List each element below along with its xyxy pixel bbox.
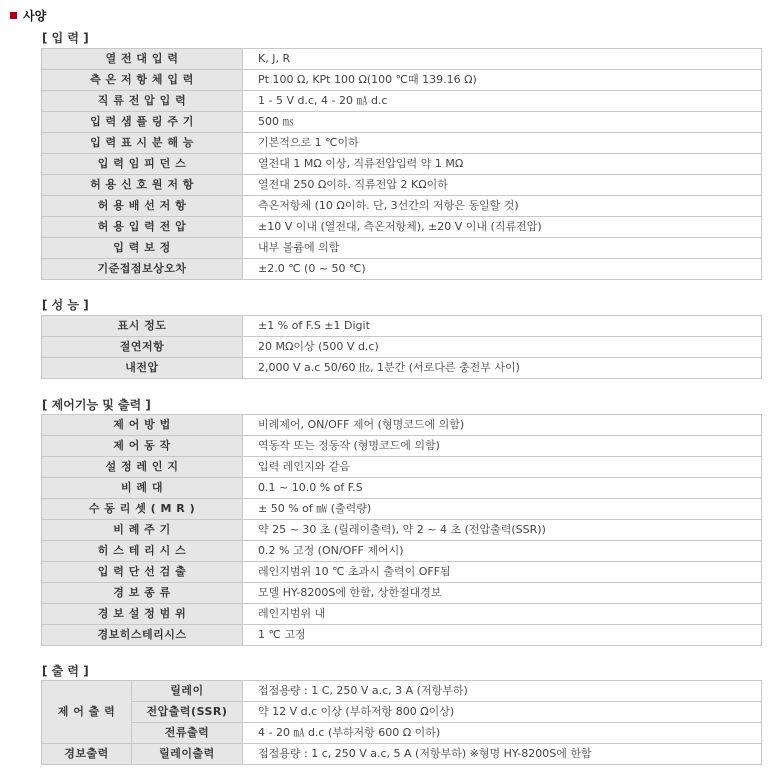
table-row [42,91,762,112]
performance-spec-table [41,315,762,379]
table-row [42,625,762,646]
control-spec-table [41,414,762,646]
row-label: 릴레이출력 [132,744,243,765]
table-row [42,217,762,238]
row-value: ±2.0 ℃ (0 ~ 50 ℃) [243,259,762,280]
row-value: 열전대 250 Ω이하. 직류전압 2 KΩ이하 [243,175,762,196]
output-spec-table [41,680,762,765]
row-label: 제 어 방 법 [42,415,243,436]
row-label: 경 보 종 류 [42,583,243,604]
row-value: 열전대 1 MΩ 이상, 직류전압입력 약 1 MΩ [243,154,762,175]
row-value: 내부 볼륨에 의함 [243,238,762,259]
alarm-output-label: 경보출력 [42,744,132,765]
bullet-icon [10,12,17,19]
page-title-text: 사양 [23,8,47,23]
row-value: ±10 V 이내 (열전대, 측온저항체), ±20 V 이내 (직류전압) [243,217,762,238]
table-row [42,358,762,379]
table-row [42,112,762,133]
table-row [42,541,762,562]
row-value: 1 ℃ 고정 [243,625,762,646]
table-row [42,238,762,259]
row-value: 비례제어, ON/OFF 제어 (형명코드에 의함) [243,415,762,436]
section-heading-output: [ 출 력 ] [42,664,89,678]
table-row [42,70,762,91]
table-row [42,723,762,744]
row-label: 측 온 저 항 체 입 력 [42,70,243,91]
row-label: 전류출력 [132,723,243,744]
row-label: 기준접점보상오차 [42,259,243,280]
row-label: 입 력 임 피 던 스 [42,154,243,175]
row-label: 허 용 배 선 저 항 [42,196,243,217]
table-row [42,175,762,196]
row-label: 입 력 표 시 분 해 능 [42,133,243,154]
table-row [42,702,762,723]
table-row [42,196,762,217]
table-row [42,259,762,280]
table-row [42,154,762,175]
row-value: 1 - 5 V d.c, 4 - 20 ㎃ d.c [243,91,762,112]
row-label: 절연저항 [42,337,243,358]
page-title [10,6,46,24]
table-row [42,744,762,765]
row-value: 모델 HY-8200S에 한함, 상한절대경보 [243,583,762,604]
row-label: 표시 정도 [42,316,243,337]
table-row [42,562,762,583]
section-heading-input: [ 입 력 ] [42,31,89,45]
table-row [42,415,762,436]
table-row [42,337,762,358]
table-row [42,681,762,702]
row-value: 500 ㎳ [243,112,762,133]
table-row [42,316,762,337]
row-value: 0.1 ~ 10.0 % of F.S [243,478,762,499]
row-label: 입 력 단 선 검 출 [42,562,243,583]
table-row [42,49,762,70]
row-value: 2,000 V a.c 50/60 ㎐, 1분간 (서로다른 충전부 사이) [243,358,762,379]
row-value: 약 25 ~ 30 초 (릴레이출력), 약 2 ~ 4 초 (전압출력(SSR)) [243,520,762,541]
row-value: 기본적으로 1 ℃이하 [243,133,762,154]
row-label: 입 력 샘 플 링 주 기 [42,112,243,133]
row-label: 제 어 동 작 [42,436,243,457]
section-heading-performance: [ 성 능 ] [42,298,89,312]
row-value: 역동작 또는 정동작 (형명코드에 의함) [243,436,762,457]
row-label: 경 보 설 정 범 위 [42,604,243,625]
section-heading-control: [ 제어기능 및 출력 ] [42,398,151,412]
row-label: 릴레이 [132,681,243,702]
row-label: 직 류 전 압 입 력 [42,91,243,112]
row-value: 20 MΩ이상 (500 V d.c) [243,337,762,358]
row-label: 설 정 레 인 지 [42,457,243,478]
row-value: 레인지범위 10 ℃ 초과시 출력이 OFF됨 [243,562,762,583]
table-row [42,133,762,154]
row-label: 열 전 대 입 력 [42,49,243,70]
row-label: 경보히스테리시스 [42,625,243,646]
row-label: 히 스 테 리 시 스 [42,541,243,562]
row-label: 입 력 보 정 [42,238,243,259]
control-output-label: 제 어 출 력 [42,681,132,744]
row-value: 약 12 V d.c 이상 (부하저항 800 Ω이상) [243,702,762,723]
table-row [42,499,762,520]
row-label: 허 용 입 력 전 압 [42,217,243,238]
row-value: 접점용량 : 1 c, 250 V a.c, 5 A (저항부하) ※형명 HY-8200S에 한함 [243,744,762,765]
input-spec-table [41,48,762,280]
table-row [42,604,762,625]
table-row [42,436,762,457]
table-row [42,478,762,499]
row-label: 비 례 주 기 [42,520,243,541]
row-value: 0.2 % 고정 (ON/OFF 제어시) [243,541,762,562]
table-row [42,583,762,604]
row-label: 수 동 리 셋 ( M R ) [42,499,243,520]
table-row [42,457,762,478]
row-value: Pt 100 Ω, KPt 100 Ω(100 ℃때 139.16 Ω) [243,70,762,91]
row-value: 입력 레인지와 같음 [243,457,762,478]
row-value: ±1 % of F.S ±1 Digit [243,316,762,337]
row-label: 내전압 [42,358,243,379]
row-value: ± 50 % of ㎽ (출력량) [243,499,762,520]
row-label: 허 용 신 호 원 저 항 [42,175,243,196]
row-value: 레인지범위 내 [243,604,762,625]
row-label: 비 례 대 [42,478,243,499]
row-value: 측온저항체 (10 Ω이하. 단, 3선간의 저항은 동일할 것) [243,196,762,217]
table-row [42,520,762,541]
row-value: K, J, R [243,49,762,70]
row-value: 4 - 20 ㎃ d.c (부하저항 600 Ω 이하) [243,723,762,744]
row-label: 전압출력(SSR) [132,702,243,723]
row-value: 접점용량 : 1 C, 250 V a.c, 3 A (저항부하) [243,681,762,702]
